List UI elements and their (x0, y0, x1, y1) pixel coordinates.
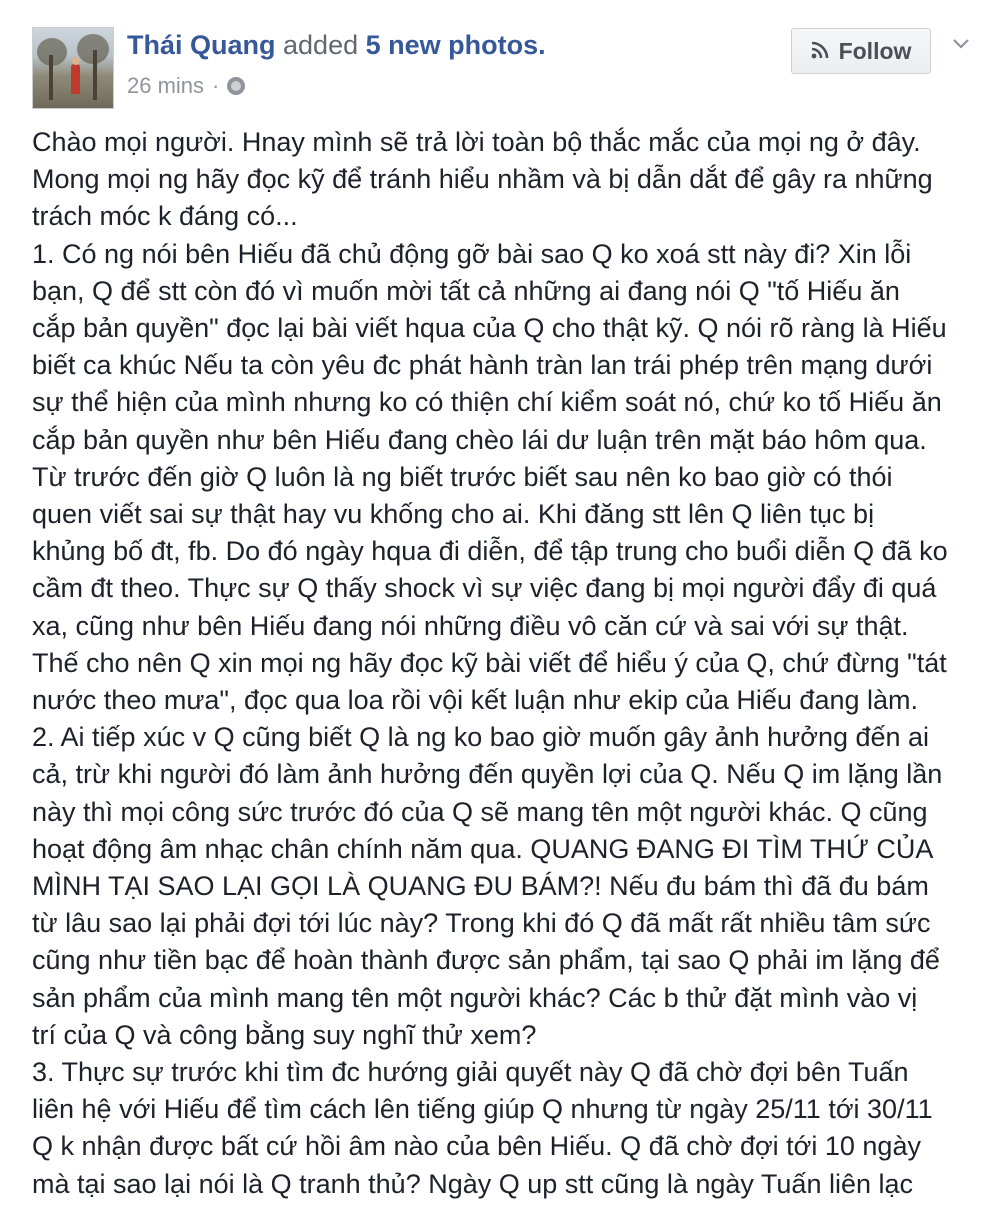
post-text-line: 3. Thực sự trước khi tìm đc hướng giải quyết này Q đã chờ đợi bên Tuấn (32, 1057, 909, 1088)
follow-label: Follow (838, 37, 912, 64)
post-text-line: này thì mọi công sức trước đó của Q sẽ mang tên một người khác. Q cũng (32, 796, 928, 827)
post-text-line: cắp bản quyền như bên Hiếu đang chèo lái dư luận trên mặt báo hôm qua. (32, 424, 927, 455)
post-text-line: cắp bản quyền" đọc lại bài viết hqua của Q cho thật kỹ. Q nói rõ ràng là Hiếu (32, 313, 947, 344)
post-text-line: hoạt động âm nhạc chân chính năm qua. QUANG ĐANG ĐI TÌM THỨ CỦA (32, 833, 934, 864)
post-text-line: Q k nhận được bất cứ hồi âm nào của bên Hiếu. Q đã chờ đợi tới 10 ngày (32, 1131, 921, 1162)
photos-link[interactable]: 5 new photos. (365, 30, 546, 60)
post-text-line: cũng như tiền bạc để hoàn thành được sản phẩm, tại sao Q phải im lặng để (32, 945, 940, 976)
post-text-line: sản phẩm của mình mang tên một người khác? Các b thử đặt mình vào vị (32, 982, 918, 1013)
post-body (32, 124, 982, 1203)
post-text-line: khủng bố đt, fb. Do đó ngày hqua đi diễn, để tập trung cho buổi diễn Q đã ko (32, 536, 948, 567)
post-text-line: Từ trước đến giờ Q luôn là ng biết trước biết sau nên ko bao giờ có thói (32, 461, 893, 492)
avatar[interactable] (32, 27, 114, 109)
chevron-down-icon[interactable] (951, 34, 971, 54)
rss-icon (811, 38, 829, 65)
post-text-line: từ lâu sao lại phải đợi tới lúc này? Trong khi đó Q đã mất rất nhiều tâm sức (32, 908, 931, 939)
post-meta (127, 73, 245, 99)
post-text-line: nước theo mưa", đọc qua loa rồi vội kết luận như ekip của Hiếu đang làm. (32, 685, 919, 716)
post-text-line: Mong mọi ng hãy đọc kỹ để tránh hiểu nhầm và bị dẫn dắt để gây ra những (32, 164, 933, 195)
post-text-line: trí của Q và công bằng suy nghĩ thử xem? (32, 1019, 537, 1050)
post-text-line: Thế cho nên Q xin mọi ng hãy đọc kỹ bài viết để hiểu ý của Q, chứ đừng "tát (32, 647, 947, 678)
post-text-line: sự thể hiện của mình nhưng ko có thiện chí kiểm soát nó, chứ ko tố Hiếu ăn (32, 387, 942, 418)
author-name-link[interactable]: Thái Quang (127, 30, 276, 60)
action-text: added (283, 30, 359, 60)
post-text-line: xa, cũng như bên Hiếu đang nói những điều vô căn cứ và sai với sự thật. (32, 610, 909, 641)
post-text-line: MÌNH TẠI SAO LẠI GỌI LÀ QUANG ĐU BÁM?! Nếu đu bám thì đã đu bám (32, 871, 929, 902)
post-text-line: bạn, Q để stt còn đó vì muốn mời tất cả những ai đang nói Q "tố Hiếu ăn (32, 275, 900, 306)
post-text-line: cả, trừ khi người đó làm ảnh hưởng đến quyền lợi của Q. Nếu Q im lặng lần (32, 759, 943, 790)
post-text-line: biết ca khúc Nếu ta còn yêu đc phát hành tràn lan trái phép trên mạng dưới (32, 350, 933, 381)
globe-icon[interactable] (227, 77, 245, 95)
avatar-person (71, 64, 80, 94)
post-text-line: 1. Có ng nói bên Hiếu đã chủ động gỡ bài sao Q ko xoá stt này đi? Xin lỗi (32, 238, 912, 269)
post-text-line: 2. Ai tiếp xúc v Q cũng biết Q là ng ko bao giờ muốn gây ảnh hưởng đến ai (32, 722, 930, 753)
follow-button[interactable] (791, 28, 931, 74)
post-header (0, 0, 1000, 115)
timestamp-link[interactable]: 26 mins (127, 73, 205, 98)
post-text-line: liên hệ với Hiếu để tìm cách lên tiếng giúp Q nhưng từ ngày 25/11 tới 30/11 (32, 1094, 933, 1125)
post-title-line (127, 30, 546, 61)
post-text-line: mà tại sao lại nói là Q tranh thủ? Ngày Q up stt cũng là ngày Tuấn liên lạc (32, 1168, 914, 1199)
post-text-line: cầm đt theo. Thực sự Q thấy shock vì sự việc đang bị mọi người đẩy đi quá (32, 573, 937, 604)
post-text-line: quen viết sai sự thật hay vu khống cho ai. Khi đăng stt lên Q liên tục bị (32, 499, 875, 530)
post-text-line: trách móc k đáng có... (32, 201, 298, 232)
post-text-line: Chào mọi người. Hnay mình sẽ trả lời toàn bộ thắc mắc của mọi ng ở đây. (32, 127, 921, 157)
meta-separator: · (212, 73, 220, 98)
